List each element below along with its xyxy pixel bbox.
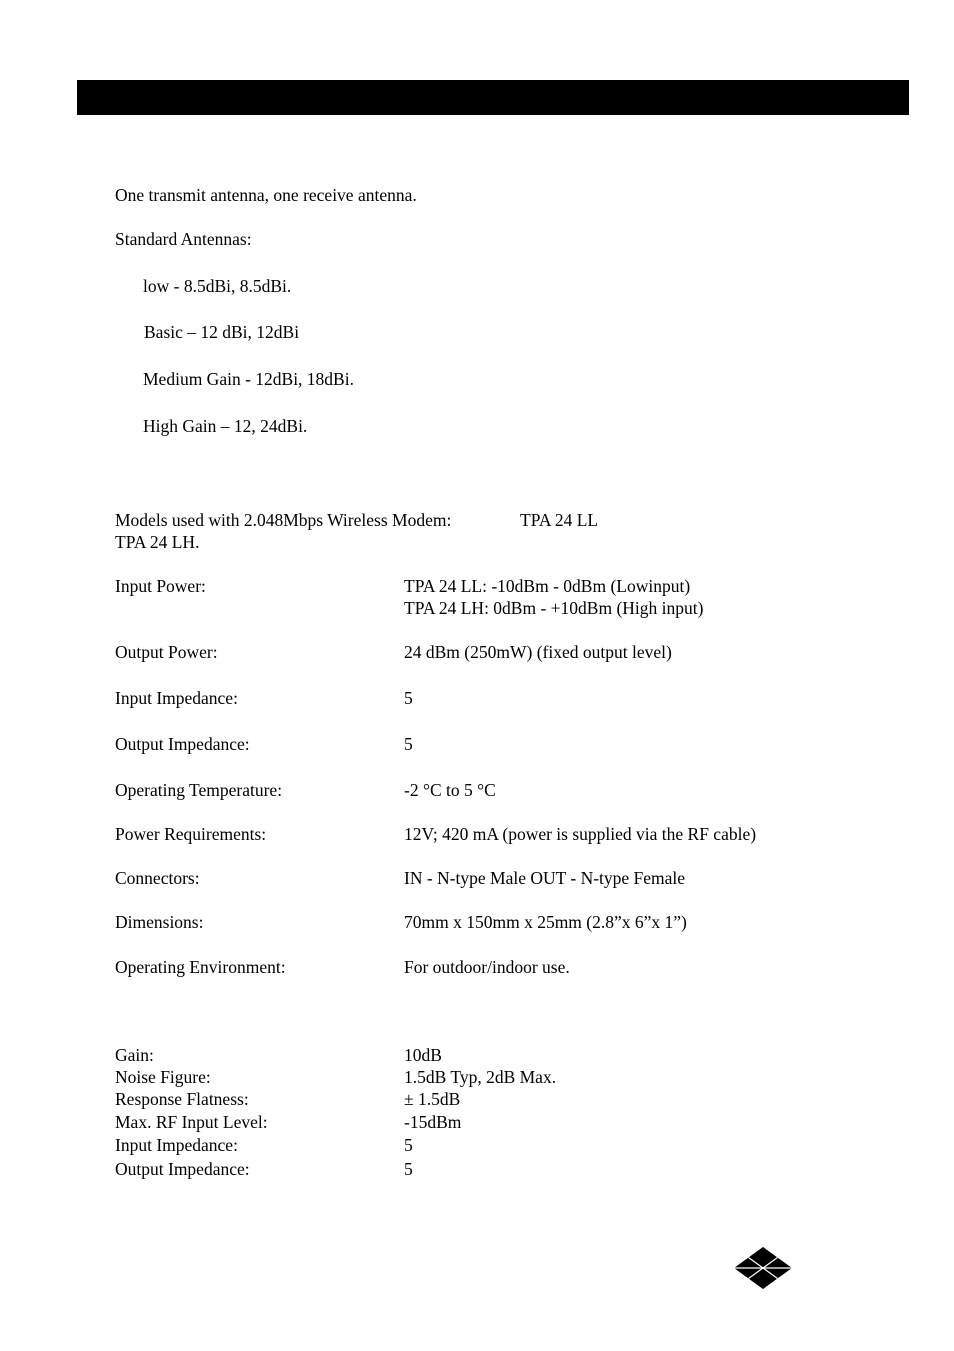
standard-antennas-label: Standard Antennas: xyxy=(115,229,252,249)
spec-value: 12V; 420 mA (power is supplied via the RF cable) xyxy=(404,824,757,844)
spec-value: TPA 24 LH: 0dBm - +10dBm (High input) xyxy=(404,598,704,618)
spec-value: 70mm x 150mm x 25mm (2.8”x 6”x 1”) xyxy=(404,912,687,932)
lna-value: 1.5dB Typ, 2dB Max. xyxy=(404,1067,557,1087)
spec-value: -2 °C to 5 °C xyxy=(404,780,496,800)
lna-value: 5 xyxy=(404,1159,413,1179)
spec-label: Output Impedance: xyxy=(115,734,250,754)
antenna-item: low - 8.5dBi, 8.5dBi. xyxy=(143,276,292,296)
spec-value: 24 dBm (250mW) (fixed output level) xyxy=(404,642,672,662)
spec-label: Dimensions: xyxy=(115,912,204,932)
lna-value: -15dBm xyxy=(404,1112,462,1132)
spec-value: IN - N-type Male OUT - N-type Female xyxy=(404,868,686,888)
lna-value: 5 xyxy=(404,1135,413,1155)
spec-label: Input Impedance: xyxy=(115,688,238,708)
spec-label: Connectors: xyxy=(115,868,200,888)
header-bar xyxy=(77,80,909,115)
lna-label: Output Impedance: xyxy=(115,1159,250,1179)
models-label: Models used with 2.048Mbps Wireless Modem: xyxy=(115,510,452,530)
spec-label: Power Requirements: xyxy=(115,824,267,844)
black-box-diamond-logo-icon xyxy=(734,1247,792,1289)
antenna-item: Basic – 12 dBi, 12dBi xyxy=(144,322,300,342)
spec-label: Input Power: xyxy=(115,576,206,596)
spec-label: Operating Environment: xyxy=(115,957,286,977)
model-b: TPA 24 LH. xyxy=(115,532,200,552)
lna-value: ± 1.5dB xyxy=(404,1089,461,1109)
model-a: TPA 24 LL xyxy=(520,510,599,530)
spec-value: TPA 24 LL: -10dBm - 0dBm (Lowinput) xyxy=(404,576,691,596)
lna-value: 10dB xyxy=(404,1045,442,1065)
lna-label: Max. RF Input Level: xyxy=(115,1112,268,1132)
spec-value: 5 xyxy=(404,734,413,754)
spec-label: Output Power: xyxy=(115,642,218,662)
antenna-item: High Gain – 12, 24dBi. xyxy=(143,416,308,436)
lna-label: Noise Figure: xyxy=(115,1067,211,1087)
antenna-item: Medium Gain - 12dBi, 18dBi. xyxy=(143,369,354,389)
lna-label: Gain: xyxy=(115,1045,154,1065)
lna-label: Response Flatness: xyxy=(115,1089,249,1109)
spec-value: For outdoor/indoor use. xyxy=(404,957,570,977)
lna-label: Input Impedance: xyxy=(115,1135,238,1155)
spec-value: 5 xyxy=(404,688,413,708)
spec-label: Operating Temperature: xyxy=(115,780,283,800)
antenna-intro: One transmit antenna, one receive antenna. xyxy=(115,185,417,205)
